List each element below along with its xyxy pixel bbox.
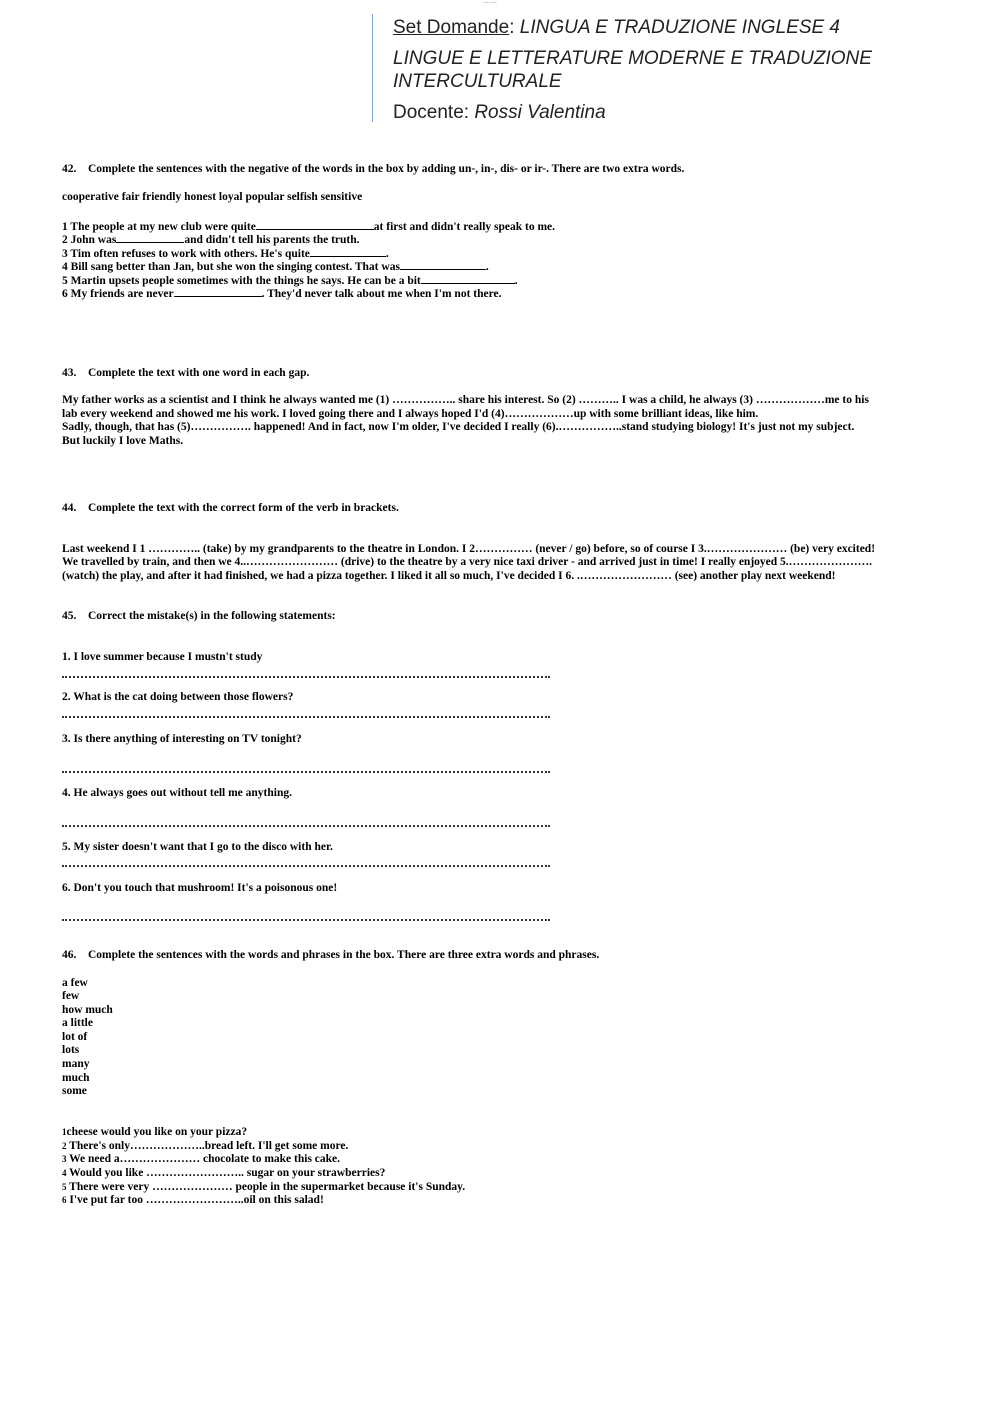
question-44-text-line-3: (watch) the play, and after it had finished, we had a pizza together. I liked it all so much, I've decided I 6. .…………………… (see) another play next weekend! bbox=[62, 570, 836, 582]
answer-blank[interactable] bbox=[421, 273, 515, 284]
teacher-name: Rossi Valentina bbox=[474, 102, 606, 123]
question-46-heading: 46. Complete the sentences with the words and phrases in the box. There are three extra words and phrases. bbox=[62, 949, 600, 961]
question-46-item-5: 5 There were very ………………… people in the supermarket because it's Sunday. bbox=[62, 1181, 466, 1193]
word-box-item: some bbox=[62, 1085, 87, 1097]
header-course-line: Set Domande: LINGUA E TRADUZIONE INGLESE 4 bbox=[393, 17, 841, 38]
question-42-item-6: 6 My friends are never . They'd never talk about me when I'm not there. bbox=[62, 288, 502, 300]
word-box-item: much bbox=[62, 1072, 90, 1084]
question-43-text-line-3: Sadly, though, that has (5)……………. happened! And in fact, now I'm older, I've decided I really (6).……………..stand studying biology! It's just not my subject. bbox=[62, 421, 855, 433]
word-box-item: lot of bbox=[62, 1031, 88, 1043]
question-42-item-5: 5 Martin upsets people sometimes with the things he says. He can be a bit . bbox=[62, 275, 518, 287]
teacher-label: Docente: bbox=[393, 102, 470, 123]
question-45-item-5: 5. My sister doesn't want that I go to the disco with her. bbox=[62, 841, 333, 853]
question-44-heading: 44. Complete the text with the correct form of the verb in brackets. bbox=[62, 502, 399, 514]
document-header bbox=[372, 0, 932, 123]
word-box-item: lots bbox=[62, 1044, 80, 1056]
question-42-word-box: cooperative fair friendly honest loyal popular selfish sensitive bbox=[62, 191, 363, 203]
answer-blank[interactable] bbox=[400, 259, 486, 270]
program-line-1: LINGUE E LETTERATURE MODERNE E TRADUZIONE bbox=[393, 48, 872, 69]
question-46-item-3: 3 We need a………………… chocolate to make this cake. bbox=[62, 1153, 341, 1165]
word-box-item: many bbox=[62, 1058, 90, 1070]
question-45-item-4: 4. He always goes out without tell me anything. bbox=[62, 787, 292, 799]
question-46-item-4: 4 Would you like …………………….. sugar on your strawberries? bbox=[62, 1167, 386, 1179]
question-46-item-2: 2 There's only………………..bread left. I'll get some more. bbox=[62, 1140, 349, 1152]
question-42-item-1: 1 The people at my new club were quite at first and didn't really speak to me. bbox=[62, 221, 556, 233]
answer-dotted-line[interactable] bbox=[62, 817, 550, 827]
word-box-item: few bbox=[62, 990, 80, 1002]
question-45-item-1: 1. I love summer because I mustn't study bbox=[62, 651, 263, 663]
answer-blank[interactable] bbox=[310, 246, 386, 257]
question-44-text-line-1: Last weekend I 1 ………….. (take) by my grandparents to the theatre in London. I 2…………… (never / go) before, so of course I 3.………………… (be) very excited! bbox=[62, 543, 876, 555]
question-43-text-line-2: lab every weekend and showed me his work. I loved going there and I always hoped I'd (4)………………up with some brilliant ideas, like him. bbox=[62, 408, 759, 420]
set-label: Set Domande bbox=[393, 17, 510, 38]
answer-blank[interactable] bbox=[256, 219, 374, 230]
question-43-text-line-4: But luckily I love Maths. bbox=[62, 435, 184, 447]
question-42-item-4: 4 Bill sang better than Jan, but she won the singing contest. That was . bbox=[62, 261, 489, 273]
question-45-item-3: 3. Is there anything of interesting on TV tonight? bbox=[62, 733, 302, 745]
word-box-item: a few bbox=[62, 977, 88, 989]
question-46-item-1: 1cheese would you like on your pizza? bbox=[62, 1126, 248, 1138]
question-42-heading: 42. Complete the sentences with the negative of the words in the box by adding un-, in-, dis- or ir-. There are two extra words. bbox=[62, 163, 685, 175]
program-line-2: INTERCULTURALE bbox=[393, 71, 562, 92]
answer-blank[interactable] bbox=[116, 232, 184, 243]
question-45-item-6: 6. Don't you touch that mushroom! It's a poisonous one! bbox=[62, 882, 338, 894]
word-box-item: how much bbox=[62, 1004, 113, 1016]
answer-dotted-line[interactable] bbox=[62, 668, 550, 678]
question-43-text-line-1: My father works as a scientist and I think he always wanted me (1) …………….. share his interest. So (2) ……….. I was a child, he always (3) ………………me to his bbox=[62, 394, 869, 406]
question-46-item-6: 6 I've put far too ……………………..oil on this salad! bbox=[62, 1194, 324, 1206]
answer-blank[interactable] bbox=[174, 286, 262, 297]
question-42-item-3: 3 Tim often refuses to work with others. He's quite . bbox=[62, 248, 389, 260]
question-45-heading: 45. Correct the mistake(s) in the following statements: bbox=[62, 610, 336, 622]
answer-dotted-line[interactable] bbox=[62, 857, 550, 867]
question-44-text-line-2: We travelled by train, and then we 4..…………………… (drive) to the theatre by a very nice taxi driver - and arrived just in time! I really enjoyed 5.…………………. bbox=[62, 556, 873, 568]
teacher-line bbox=[393, 101, 932, 124]
question-43-heading: 43. Complete the text with one word in each gap. bbox=[62, 367, 310, 379]
word-box-item: a little bbox=[62, 1017, 93, 1029]
course-title: LINGUA E TRADUZIONE INGLESE 4 bbox=[519, 17, 841, 38]
header-top-mark: — — bbox=[483, 0, 497, 6]
answer-dotted-line[interactable] bbox=[62, 763, 550, 773]
answer-dotted-line[interactable] bbox=[62, 911, 550, 921]
question-45-item-2: 2. What is the cat doing between those flowers? bbox=[62, 691, 294, 703]
answer-dotted-line[interactable] bbox=[62, 708, 550, 718]
question-42-item-2: 2 John was and didn't tell his parents the truth. bbox=[62, 234, 360, 246]
